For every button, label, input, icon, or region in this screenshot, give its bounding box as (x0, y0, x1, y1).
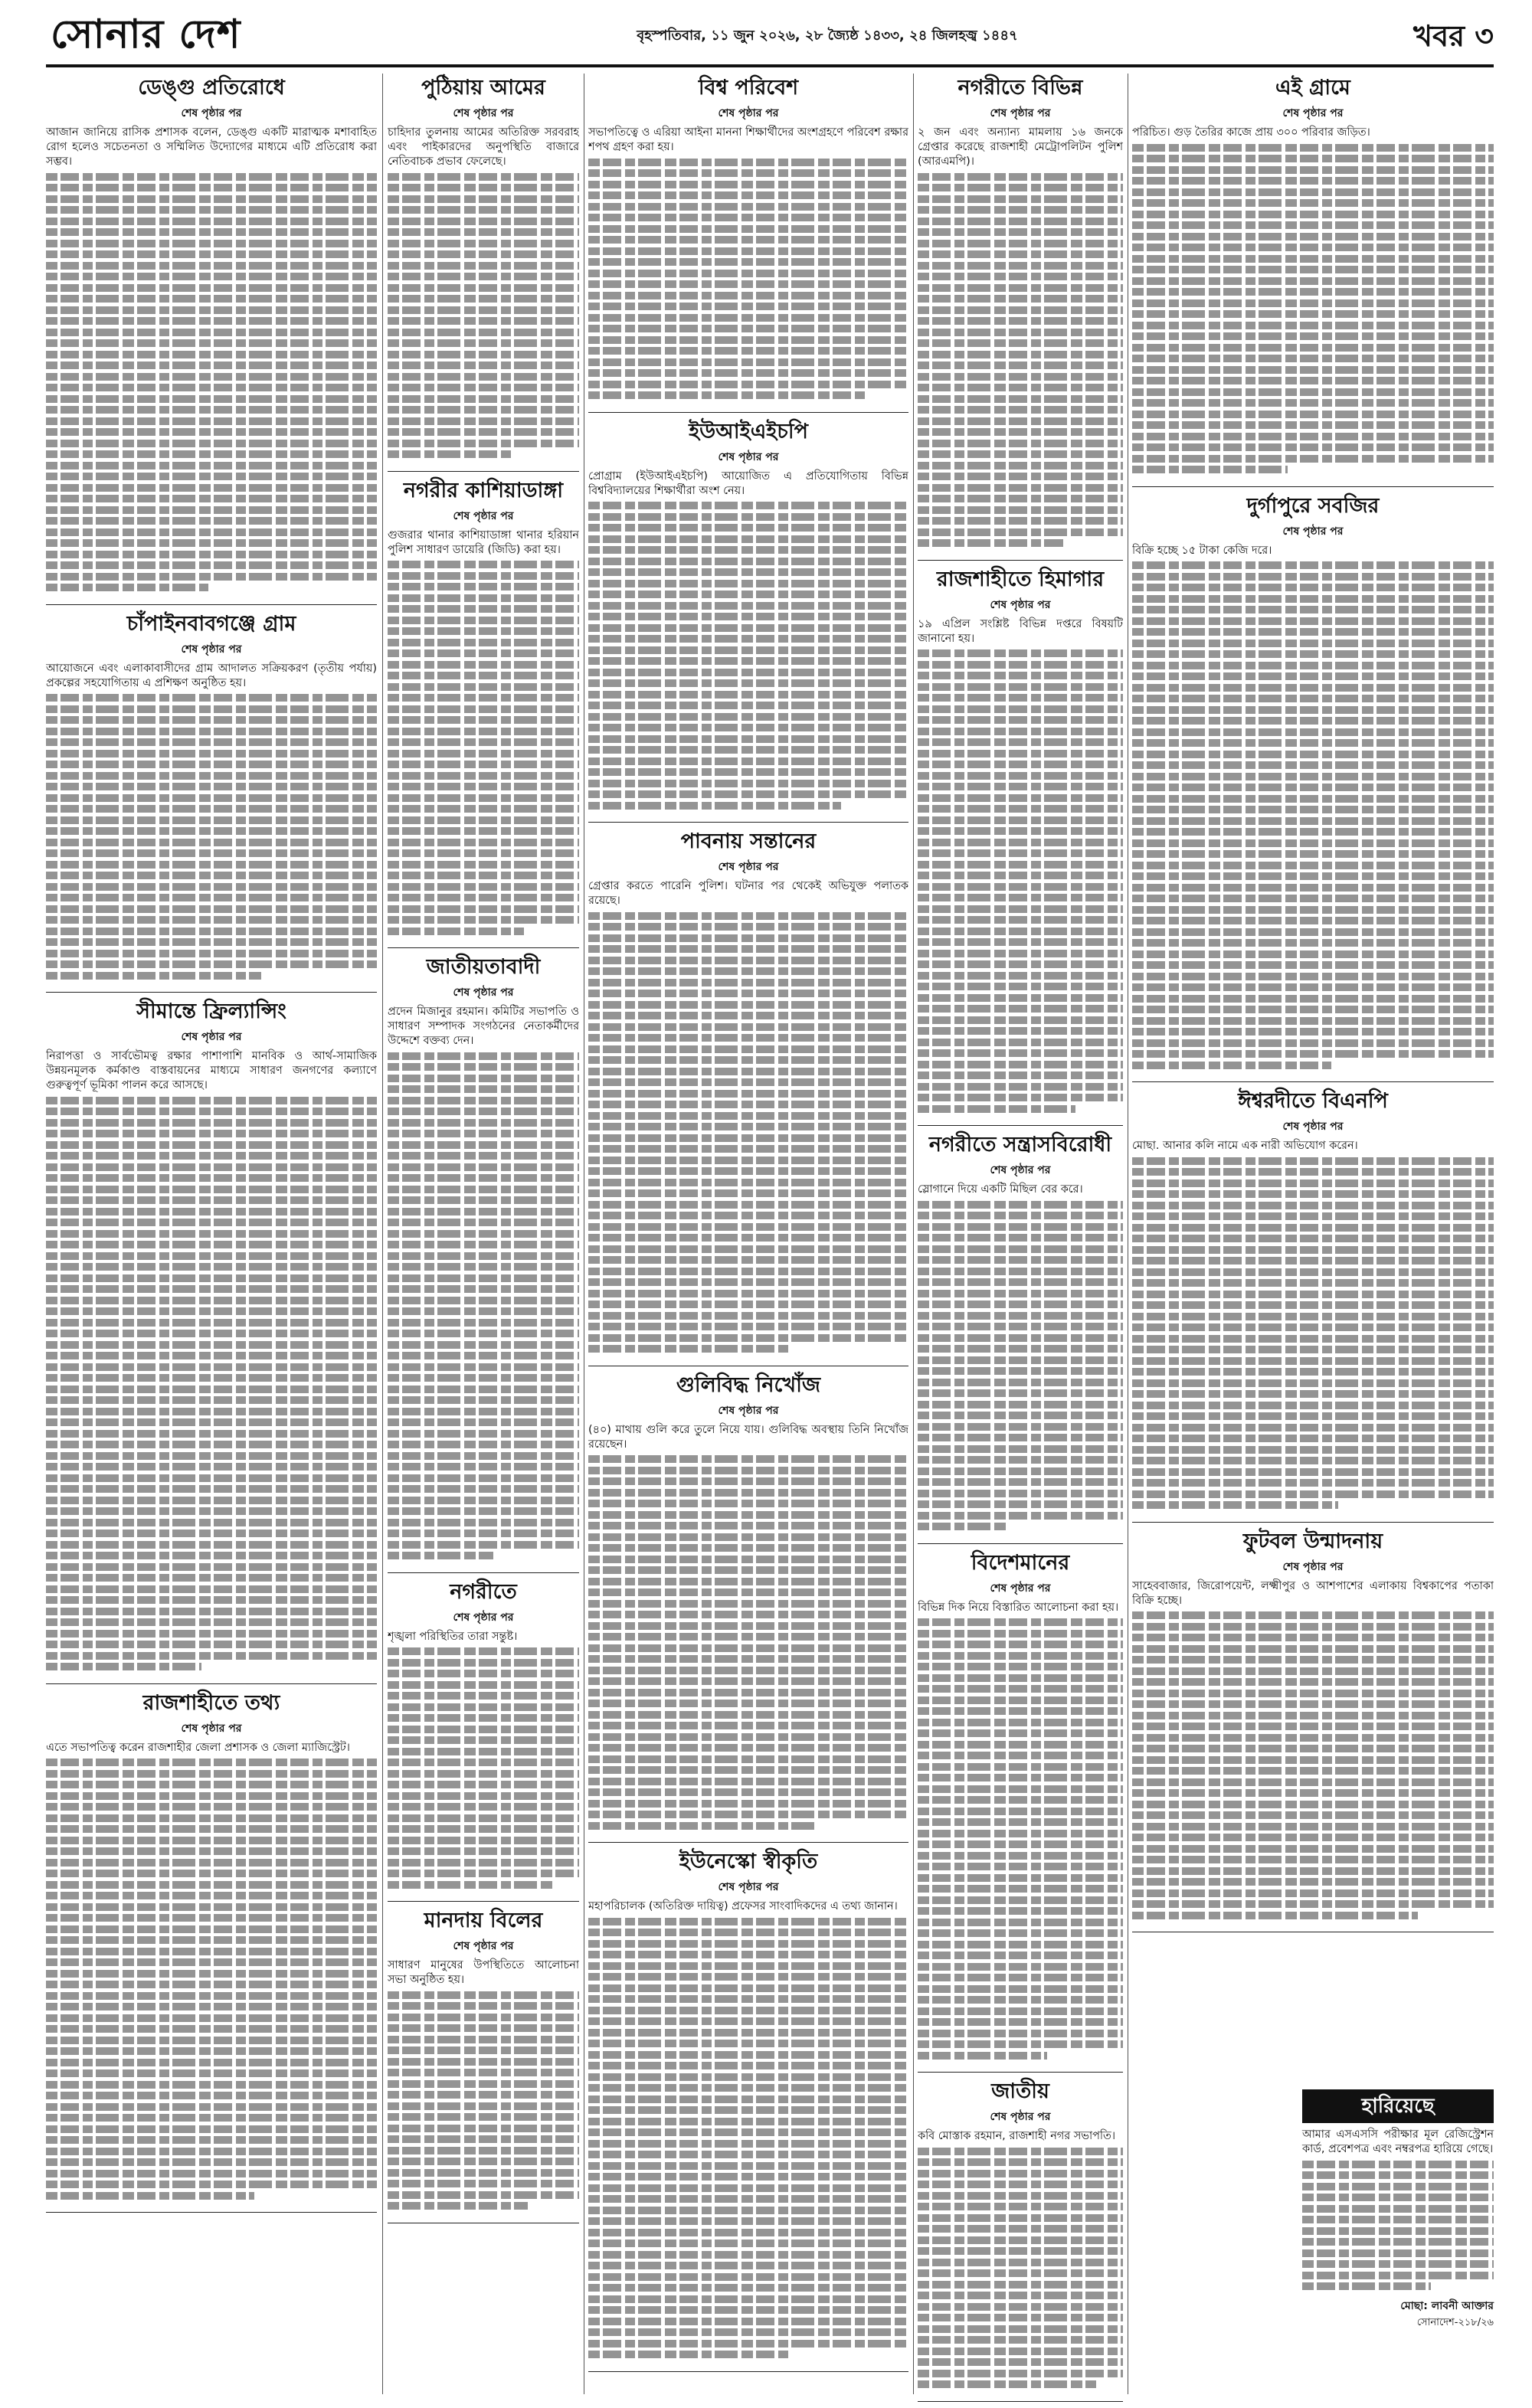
article (588, 1849, 908, 2362)
article-headline: পাবনায় সন্তানের (680, 829, 817, 853)
article-separator (918, 1543, 1123, 1544)
article-lead: ১৯ এপ্রিল সংশ্লিষ্ট বিভিন্ন দপ্তরে বিষয়টি জানানো হয়। (918, 617, 1123, 645)
lost-notice (1302, 2089, 1494, 2396)
article (46, 611, 377, 983)
masthead (46, 9, 1494, 67)
article (388, 954, 579, 1563)
continued-label: শেষ পৃষ্ঠার পর (990, 2111, 1051, 2123)
article-headline: ইউনেস্কো স্বীকৃতি (679, 1850, 818, 1873)
article-body-text (1132, 140, 1494, 477)
column-1 (46, 74, 377, 2219)
article-body-text (588, 1914, 908, 2362)
article-headline: জাতীয়তাবাদী (426, 955, 541, 979)
article (1132, 1088, 1494, 1513)
article-lead: কবি মোস্তাক রহমান, রাজশাহী নগর সভাপতি। (918, 2130, 1115, 2142)
article (588, 829, 908, 1356)
article-headline: ফুটবল উন্মাদনায় (1242, 1529, 1383, 1553)
article (46, 999, 377, 1674)
article-body-text (588, 1452, 908, 1834)
article-headline: এই গ্রামে (1275, 76, 1350, 100)
article-body-text (588, 499, 908, 813)
article-body-text (46, 169, 377, 595)
article-headline: বিশ্ব পরিবেশ (698, 76, 799, 100)
continued-label: শেষ পৃষ্ঠার পর (718, 861, 779, 873)
lost-notice-text (1302, 2157, 1494, 2294)
article-body-text (918, 646, 1123, 1117)
article-lead: নিরাপত্তা ও সার্বভৌমত্ব রক্ষার পাশাপাশি মানবিক ও আর্থ-সামাজিক উন্নয়নমূলক কর্মকাণ্ড বাস্তবায়নের মাধ্যমে সাধারণ জনগণের কল্যাণে গুরুত্বপূর্ণ ভূমিকা পালন করে আসছে। (46, 1050, 377, 1091)
article-body-text (46, 1093, 377, 1674)
article-separator (1132, 486, 1494, 487)
article (918, 75, 1123, 551)
article-headline: নগরীতে সন্ত্রাসবিরোধী (928, 1133, 1112, 1157)
article-separator (918, 2401, 1123, 2402)
dateline: বৃহস্পতিবার, ১১ জুন ২০২৬, ২৮ জ্যৈষ্ঠ ১৪৩৩, ২৪ জিলহজ্ব ১৪৪৭ (637, 28, 1018, 44)
article-separator (46, 2212, 377, 2213)
article-lead: সাহেববাজার, জিরোপয়েন্ট, লক্ষ্মীপুর ও আশপাশের এলাকায় বিশ্বকাপের পতাকা বিক্রি হচ্ছে। (1132, 1579, 1494, 1607)
article (918, 2079, 1123, 2392)
article (1132, 1529, 1494, 1923)
article-body-text (1132, 1608, 1494, 1923)
article-headline: গুলিবিদ্ধ নিখোঁজ (676, 1372, 821, 1397)
article-body-text (1132, 558, 1494, 1073)
article (1132, 75, 1494, 477)
article-headline: পুঠিয়ায় আমের (421, 76, 545, 100)
article (46, 1690, 377, 2204)
lost-notice-signature: মোছা: লাবনী আক্তার (1400, 2299, 1494, 2312)
article-separator (918, 2072, 1123, 2073)
article (588, 419, 908, 813)
continued-label: শেষ পৃষ্ঠার পর (453, 1611, 514, 1624)
article (1132, 493, 1494, 1073)
continued-label: শেষ পৃষ্ঠার পর (181, 643, 242, 656)
article-body-text (388, 1644, 579, 1893)
article-body-text (46, 691, 377, 983)
article-separator (1132, 1081, 1494, 1082)
continued-label: শেষ পৃষ্ঠার পর (453, 107, 514, 119)
continued-label: শেষ পৃষ্ঠার পর (718, 1881, 779, 1893)
article-body-text (388, 169, 579, 462)
article-lead: প্রোগ্রাম (ইউআইএইচপি) আয়োজিত এ প্রতিযোগিতায় বিভিন্ন বিশ্ববিদ্যালয়ের শিক্ষার্থীরা অংশ নেয়। (588, 469, 908, 497)
article-lead: (৪০) মাথায় গুলি করে তুলে নিয়ে যায়। গুলিবিদ্ধ অবস্থায় তিনি নিখোঁজ রয়েছেন। (588, 1423, 908, 1451)
continued-label: শেষ পৃষ্ঠার পর (181, 1722, 242, 1735)
article-body-text (1132, 1153, 1494, 1513)
article-separator (46, 992, 377, 993)
article-lead: বিভিন্ন দিক নিয়ে বিস্তারিত আলোচনা করা হয়। (918, 1601, 1119, 1614)
article-separator (388, 471, 579, 472)
column-divider (913, 74, 914, 2394)
article-body-text (46, 1755, 377, 2204)
article (46, 75, 377, 595)
article-separator (918, 1125, 1123, 1126)
article-lead: আয়োজনে এবং এলাকাবাসীদের গ্রাম আদালত সক্রিয়করণ (তৃতীয় পর্যায়) প্রকল্পের সহযোগিতায় এ প্রশিক্ষণ অনুষ্ঠিত হয়। (46, 662, 377, 689)
article (588, 1372, 908, 1834)
continued-label: শেষ পৃষ্ঠার পর (1282, 1121, 1344, 1133)
article-lead: ২ জন এবং অন্যান্য মামলায় ১৬ জনকে গ্রেপ্তার করেছে রাজশাহী মেট্রোপলিটন পুলিশ (আরএমপি)। (918, 126, 1123, 168)
column-5 (1132, 74, 1494, 1939)
article-lead: গুজরার থানার কাশিয়াডাঙ্গা থানার হরিয়ান পুলিশ সাধারণ ডায়েরি (জিডি) করা হয়। (388, 528, 579, 556)
article-lead: এতে সভাপতিত্ব করেন রাজশাহীর জেলা প্রশাসক ও জেলা ম্যাজিস্ট্রেট। (46, 1741, 350, 1754)
article-lead: প্রদেন মিজানুর রহমান। কমিটির সভাপতি ও সাধারণ সম্পাদক সংগঠনের নেতাকর্মীদের উদ্দেশে বক্তব্য দেন। (388, 1006, 579, 1047)
article-lead: শৃঙ্খলা পরিস্থিতির তারা সন্তুষ্ট। (388, 1630, 518, 1643)
continued-label: শেষ পৃষ্ঠার পর (453, 1940, 514, 1952)
article-headline: চাঁপাইনবাবগঞ্জে গ্রাম (126, 611, 296, 636)
continued-label: শেষ পৃষ্ঠার পর (990, 1582, 1051, 1595)
article-separator (46, 604, 377, 605)
article (388, 1908, 579, 2213)
continued-label: শেষ পৃষ্ঠার পর (718, 1404, 779, 1417)
article-separator (46, 1683, 377, 1684)
article-headline: ডেঙ্গু প্রতিরোধে (138, 76, 285, 100)
article (918, 1132, 1123, 1534)
column-4 (918, 74, 1123, 2408)
article-separator (588, 2371, 908, 2372)
continued-label: শেষ পৃষ্ঠার পর (990, 598, 1051, 611)
article-lead: স্লোগানে দিয়ে একটি মিছিল বের করে। (918, 1183, 1083, 1196)
article-headline: বিদেশমানের (971, 1550, 1070, 1575)
article-body-text (918, 2144, 1123, 2392)
article-body-text (388, 1988, 579, 2213)
article-headline: জাতীয় (991, 2079, 1049, 2103)
continued-label: শেষ পৃষ্ঠার পর (718, 107, 779, 119)
column-2 (388, 74, 579, 2230)
article-headline: সীমান্তে ফ্রিল্যান্সিং (136, 1000, 286, 1023)
continued-label: শেষ পৃষ্ঠার পর (181, 1031, 242, 1043)
article-body-text (918, 1197, 1123, 1534)
article-separator (588, 1842, 908, 1843)
article-separator (918, 560, 1123, 561)
article-body-text (588, 908, 908, 1356)
article (388, 478, 579, 939)
article-lead: গ্রেপ্তার করতে পারেনি পুলিশ। ঘটনার পর থেকেই অভিযুক্ত পলাতক রয়েছে। (588, 880, 908, 907)
article (388, 75, 579, 462)
article-separator (1132, 1522, 1494, 1523)
continued-label: শেষ পৃষ্ঠার পর (1282, 525, 1344, 538)
column-divider (382, 74, 383, 2394)
article-lead: মহাপরিচালক (অতিরিক্ত দায়িত্ব) প্রফেসর সাংবাদিকদের এ তথ্য জানান। (588, 1900, 898, 1912)
article-headline: ঈশ্বরদীতে বিএনপি (1238, 1089, 1388, 1113)
continued-label: শেষ পৃষ্ঠার পর (990, 107, 1051, 119)
continued-label: শেষ পৃষ্ঠার পর (1282, 1560, 1344, 1573)
article-separator (388, 1901, 579, 1902)
article-separator (588, 822, 908, 823)
lost-notice-title: হারিয়েছে (1302, 2089, 1494, 2123)
article-headline: মানদায় বিলের (424, 1909, 543, 1932)
section-tag: খবর ৩ (1413, 19, 1494, 53)
article-lead: বিক্রি হচ্ছে ১৫ টাকা কেজি দরে। (1132, 544, 1272, 557)
article-lead: পরিচিত। গুড় তৈরির কাজে প্রায় ৩০০ পরিবার জড়িত। (1132, 126, 1370, 139)
article-headline: নগরীতে বিভিন্ন (958, 76, 1083, 100)
article (918, 567, 1123, 1117)
article (918, 1550, 1123, 2063)
article-body-text (588, 155, 908, 403)
article-separator (388, 947, 579, 948)
article-lead: মোছা. আনার কলি নামে এক নারী অভিযোগ করেন। (1132, 1140, 1358, 1152)
article-headline: রাজশাহীতে তথ্য (142, 1690, 280, 1715)
article-headline: রাজশাহীতে হিমাগার (936, 567, 1105, 591)
continued-label: শেষ পৃষ্ঠার পর (453, 986, 514, 999)
article-lead: সভাপতিত্বে ও এরিয়া আইনা মাননা শিক্ষার্থীদের অংশগ্রহণে পরিবেশ রক্ষার শপথ গ্রহণ করা হয়। (588, 126, 908, 153)
article-headline: নগরীর কাশিয়াডাঙ্গা (403, 478, 564, 502)
article-lead: আজান জানিয়ে রাসিক প্রশাসক বলেন, ডেঙ্গু একটি মারাত্মক মশাবাহিত রোগ হলেও সচেতনতা ও সম্মিলিত উদ্যোগের মাধ্যমে এটি প্রতিরোধ করা সম্ভব। (46, 126, 377, 168)
continued-label: শেষ পৃষ্ঠার পর (181, 107, 242, 119)
continued-label: শেষ পৃষ্ঠার পর (990, 1164, 1051, 1176)
article-separator (588, 412, 908, 413)
article-body-text (918, 1615, 1123, 2063)
article (588, 75, 908, 403)
article-body-text (388, 558, 579, 939)
article-lead: সাধারণ মানুষের উপস্থিতিতে আলোচনা সভা অনুষ্ঠিত হয়। (388, 1959, 579, 1986)
newspaper-logo: সোনার দেশ (51, 11, 241, 57)
continued-label: শেষ পৃষ্ঠার পর (453, 509, 514, 522)
article (388, 1579, 579, 1893)
article-headline: ইউআইএইচপি (689, 419, 808, 443)
lost-notice-body: আমার এসএসসি পরীক্ষার মূল রেজিস্ট্রেশন কার্ড, প্রবেশপত্র এবং নম্বরপত্র হারিয়ে গেছে। (1302, 2128, 1494, 2155)
article-body-text (918, 169, 1123, 551)
column-3 (588, 74, 908, 2378)
article-body-text (388, 1049, 579, 1563)
continued-label: শেষ পৃষ্ঠার পর (718, 450, 779, 463)
article-separator (388, 1572, 579, 1573)
lost-notice-ref: সোনাদেশ-২১৮/২৬ (1416, 2316, 1494, 2328)
article-headline: নগরীতে (450, 1579, 517, 1604)
article-headline: দুর্গাপুরে সবজির (1246, 493, 1380, 518)
continued-label: শেষ পৃষ্ঠার পর (1282, 107, 1344, 119)
article-lead: চাহিদার তুলনায় আমের অতিরিক্ত সরবরাহ এবং পাইকারদের অনুপস্থিতি বাজারে নেতিবাচক প্রভাব ফেলেছে। (388, 126, 579, 168)
